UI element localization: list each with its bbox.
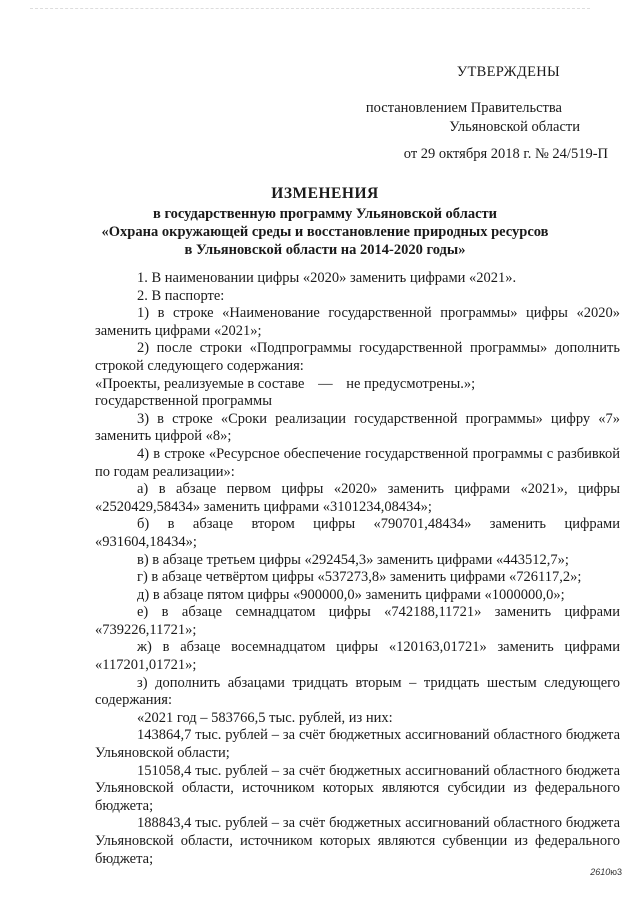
heading-line-3: в Ульяновской области на 2014-2020 годы» [184,242,466,258]
paragraph-subitem-4: 4) в строке «Ресурсное обеспечение государственной программы с разбивкой по годам реализации»: [95,445,620,480]
paragraph-item-1: 1. В наименовании цифры «2020» заменить цифрами «2021». [137,270,517,286]
paragraph-letter-zh: ж) в абзаце восемнадцатом цифры «120163,01721» заменить цифрами «117201,01721»; [95,639,620,674]
approval-line-2: Ульяновской области [449,119,580,135]
heading-line-2: «Охрана окружающей среды и восстановление природных ресурсов [101,224,549,240]
projects-table-label: «Проекты, реализуемые в составе [95,375,305,392]
approval-title: УТВЕРЖДЕНЫ [456,64,560,80]
paragraph-letter-b: б) в абзаце втором цифры «790701,48434» заменить цифрами «931604,18434»; [95,516,620,550]
paragraph-letter-a: а) в абзаце первом цифры «2020» заменить цифрами «2021», цифры «2520429,58434» заменить цифрами «3101234,08434»; [95,481,620,515]
paragraph-funding-3: 188843,4 тыс. рублей – за счёт бюджетных ассигнований областного бюджета Ульяновской области, источником которых являются субвенции из федерального бюджета; [95,815,620,867]
paragraph-funding-1: 143864,7 тыс. рублей – за счёт бюджетных ассигнований областного бюджета Ульяновской области; [95,727,620,762]
projects-table-value: не предусмотрены.»; [346,375,476,392]
approval-line-1: постановлением Правительства [365,100,562,116]
paragraph-item-2: 2. В паспорте: [137,287,225,304]
paragraph-subitem-3: 3) в строке «Сроки реализации государственной программы» цифру «7» заменить цифрой «8»; [95,410,620,445]
paragraph-letter-d: д) в абзаце пятом цифры «900000,0» заменить цифрами «1000000,0»; [137,586,565,603]
paragraph-year-2021: «2021 год – 583766,5 тыс. рублей, из них: [137,709,393,726]
paragraph-subitem-2: 2) после строки «Подпрограммы государственной программы» дополнить строкой следующего содержания: [95,340,620,374]
approval-line-3: от 29 октября 2018 г. № 24/519-П [403,146,608,162]
document-body [95,270,620,868]
heading-line-1: в государственную программу Ульяновской области [152,206,497,222]
paragraph-letter-e: е) в абзаце семнадцатом цифры «742188,11721» заменить цифрами «739226,11721»; [95,604,620,638]
page-footer-code [590,867,622,877]
paragraph-letter-g: г) в абзаце четвёртом цифры «537273,8» заменить цифрами «726117,2»; [137,569,582,586]
scan-artifact-line [30,8,590,10]
footer-code-number: 2610 [590,867,611,877]
projects-table-label-cont: государственной программы [95,393,272,410]
footer-code-suffix: ю3 [610,867,622,877]
paragraph-funding-2: 151058,4 тыс. рублей – за счёт бюджетных ассигнований областного бюджета Ульяновской области, источником которых являются субсидии из федерального бюджета; [95,762,620,814]
projects-table-row [95,376,620,394]
projects-table-dash: — [318,375,333,392]
paragraph-letter-z: з) дополнить абзацами тридцать вторым – тридцать шестым следующего содержания: [95,674,620,709]
paragraph-letter-v: в) в абзаце третьем цифры «292454,3» заменить цифрами «443512,7»; [137,551,569,568]
paragraph-subitem-1: 1) в строке «Наименование государственной программы» цифры «2020» заменить цифрами «2021»; [95,305,620,339]
heading-title: ИЗМЕНЕНИЯ [271,185,379,202]
